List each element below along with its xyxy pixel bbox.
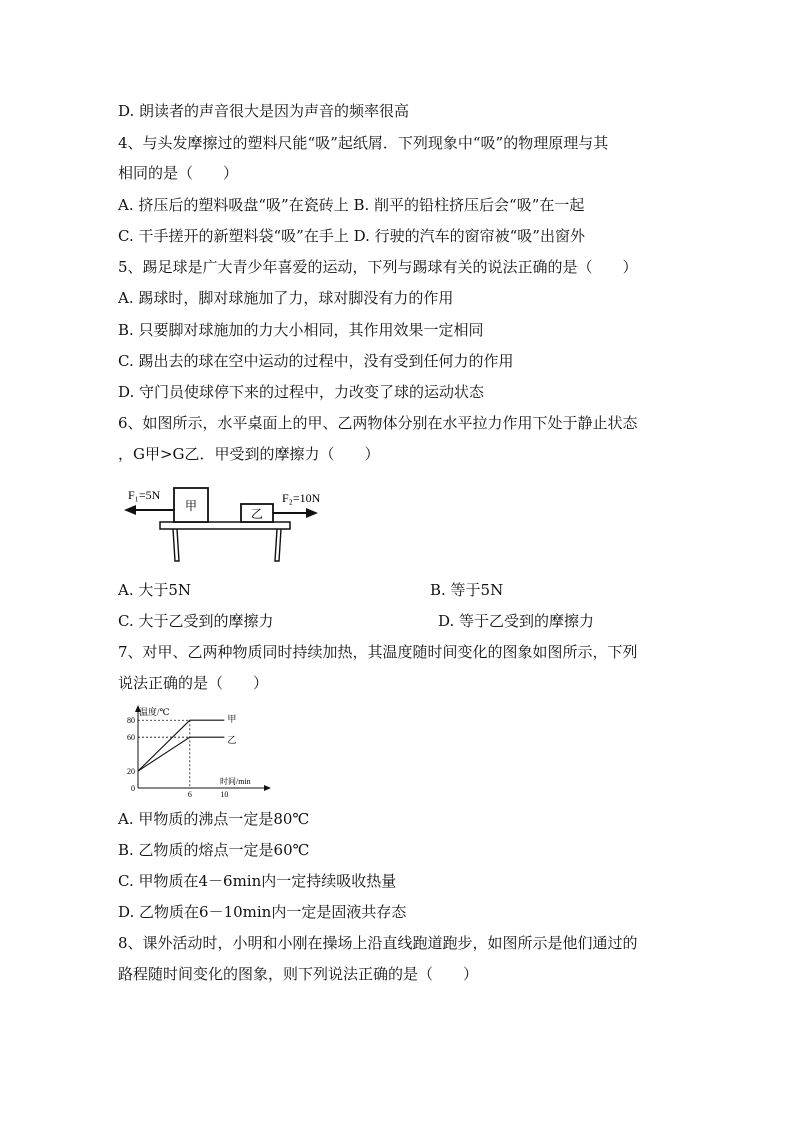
q6-option-b: B. 等于5N [430, 581, 504, 599]
q7-stem-line-1: 7、对甲、乙两种物质同时持续加热，其温度随时间变化的图象如图所示，下列 [118, 643, 638, 661]
arrow-right-icon [306, 508, 318, 518]
q5-option-a: A. 踢球时，脚对球施加了力，球对脚没有力的作用 [118, 289, 454, 307]
series-label-yi: 乙 [227, 735, 237, 746]
y-tick-label: 0 [131, 784, 135, 793]
q3-option-d: D. 朗读者的声音很大是因为声音的频率很高 [118, 102, 410, 120]
q4-stem-line-1: 4、与头发摩擦过的塑料尺能“吸”起纸屑．下列现象中“吸”的物理原理与其 [118, 134, 609, 152]
q6-force-diagram [120, 482, 340, 564]
q6-option-d: D. 等于乙受到的摩擦力 [438, 612, 595, 630]
q8-stem-line-1: 8、课外活动时，小明和小刚在操场上沿直线跑道跑步，如图所示是他们通过的 [118, 934, 638, 952]
q5-option-b: B. 只要脚对球施加的力大小相同，其作用效果一定相同 [118, 321, 484, 339]
series-label-jia: 甲 [227, 714, 237, 725]
y-axis-label: 温度/℃ [139, 707, 170, 717]
table-leg-right [275, 529, 281, 561]
y-tick-label: 20 [127, 767, 135, 777]
q5-option-c: C. 踢出去的球在空中运动的过程中，没有受到任何力的作用 [118, 352, 514, 370]
block-jia-label: 甲 [184, 499, 198, 513]
arrow-left-icon [124, 505, 136, 515]
x-axis-label: 时间/min [220, 777, 251, 786]
q7-temperature-chart [118, 702, 278, 800]
q6-stem-line-2: ，G甲>G乙．甲受到的摩擦力（ ） [118, 445, 380, 463]
q6-stem-line-1: 6、如图所示，水平桌面上的甲、乙两物体分别在水平拉力作用下处于静止状态 [118, 414, 638, 432]
q5-option-d: D. 守门员使球停下来的过程中，力改变了球的运动状态 [118, 383, 485, 401]
q7-option-a: A. 甲物质的沸点一定是80℃ [118, 810, 310, 828]
table-top [160, 522, 290, 529]
y-tick-label: 60 [127, 733, 135, 743]
q4-stem-line-2: 相同的是（ ） [118, 164, 239, 182]
block-yi-label: 乙 [250, 507, 264, 521]
q7-option-c: C. 甲物质在4－6min内一定持续吸收热量 [118, 872, 397, 890]
q6-option-a: A. 大于5N [118, 581, 192, 599]
force-f2-label: F₂=10N [282, 491, 321, 505]
x-tick-label: 10 [220, 790, 229, 799]
force-f1-label: F₁=5N [128, 488, 161, 502]
q7-option-b: B. 乙物质的熔点一定是60℃ [118, 841, 310, 859]
q4-options-ab: A. 挤压后的塑料吸盘“吸”在瓷砖上 B. 削平的铅柱挤压后会“吸”在一起 [118, 196, 585, 214]
table-leg-left [173, 529, 179, 561]
q5-stem: 5、踢足球是广大青少年喜爱的运动，下列与踢球有关的说法正确的是（ ） [118, 258, 638, 276]
series-line-jia [138, 720, 224, 771]
q7-option-d: D. 乙物质在6－10min内一定是固液共存态 [118, 903, 407, 921]
x-tick-label: 6 [187, 790, 192, 799]
x-axis-arrow-icon [264, 785, 271, 791]
q7-stem-line-2: 说法正确的是（ ） [118, 674, 269, 692]
series-line-yi [138, 737, 224, 771]
y-tick-label: 80 [127, 716, 135, 726]
q4-options-cd: C. 干手搓开的新塑料袋“吸”在手上 D. 行驶的汽车的窗帘被“吸”出窗外 [118, 227, 585, 245]
q6-option-c: C. 大于乙受到的摩擦力 [118, 612, 274, 630]
q8-stem-line-2: 路程随时间变化的图象，则下列说法正确的是（ ） [118, 965, 479, 983]
